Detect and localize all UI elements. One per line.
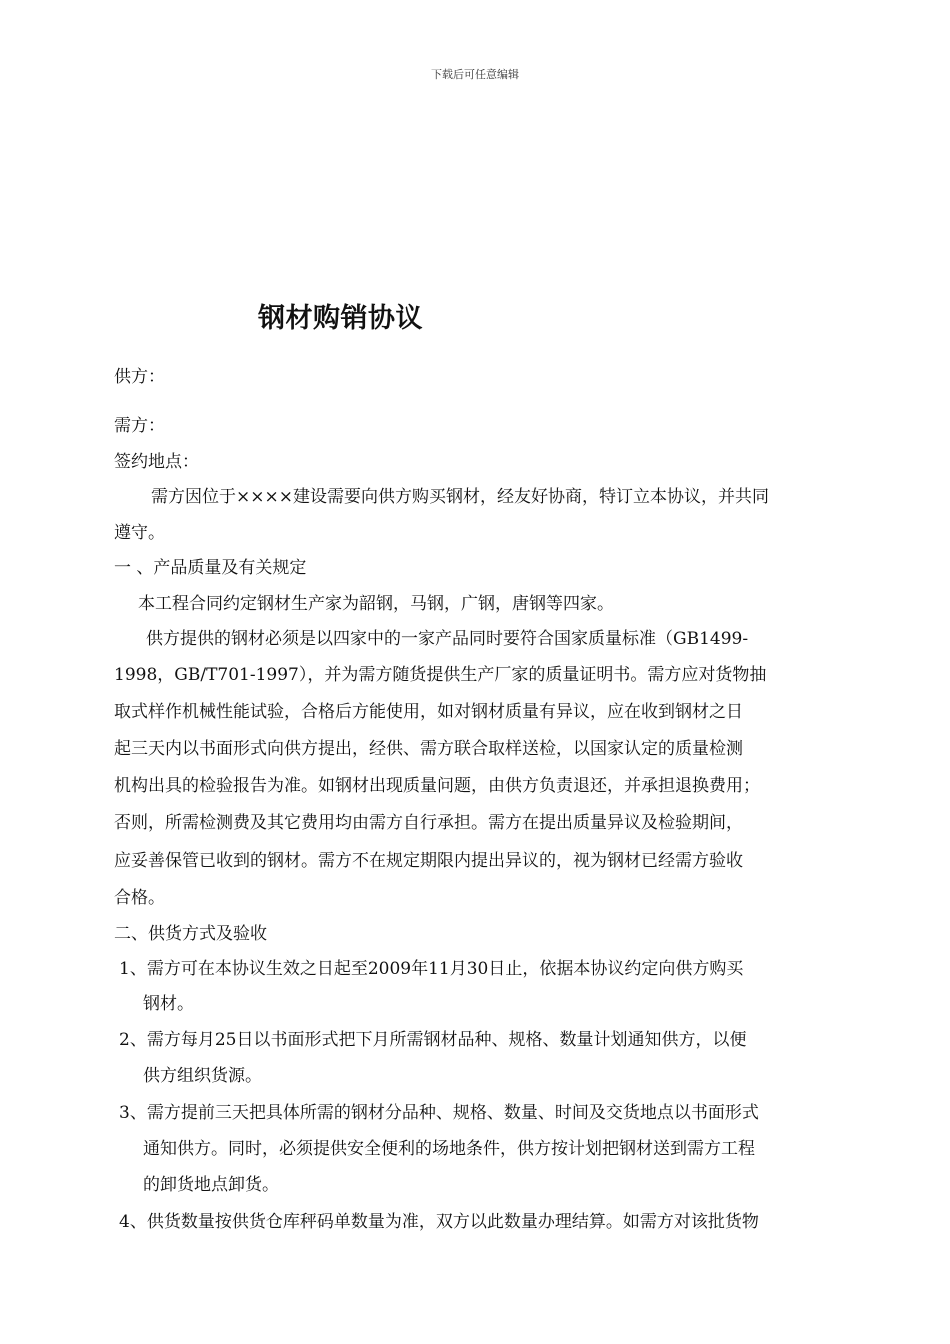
section2-heading: 二、供货方式及验收 [114,924,267,944]
section2-item: 4、供货数量按供货仓库秤码单数量为准，双方以此数量办理结算。如需方对该批货物 [119,1212,759,1232]
section1-paragraph-line: 应妥善保管已收到的钢材。需方不在规定期限内提出异议的，视为钢材已经需方验收 [114,851,743,871]
section2-item: 3、需方提前三天把具体所需的钢材分品种、规格、数量、时间及交货地点以书面形式 [119,1103,759,1123]
header-note: 下载后可任意编辑 [431,68,519,81]
section1-paragraph-line: 1998，GB/T701-1997），并为需方随货提供生产厂家的质量证明书。需方应对货物抽 [114,665,767,685]
document-title: 钢材购销协议 [258,303,423,334]
section2-item-continuation: 的卸货地点卸货。 [143,1175,279,1195]
section1-paragraph-line: 否则，所需检测费及其它费用均由需方自行承担。需方在提出质量异议及检验期间， [114,813,743,833]
intro-line: 需方因位于××××建设需要向供方购买钢材，经友好协商，特订立本协议，并共同 [151,487,769,507]
section2-item: 2、需方每月25日以书面形式把下月所需钢材品种、规格、数量计划通知供方，以便 [119,1030,747,1050]
section1-paragraph: 本工程合同约定钢材生产家为韶钢，马钢，广钢，唐钢等四家。 [138,594,614,614]
section2-item: 1、需方可在本协议生效之日起至2009年11月30日止，依据本协议约定向供方购买 [119,959,744,979]
intro-line: 遵守。 [114,523,165,543]
section1-heading: 一 、产品质量及有关规定 [114,558,307,578]
section1-paragraph-line: 供方提供的钢材必须是以四家中的一家产品同时要符合国家质量标准（GB1499- [146,629,749,649]
supplier-label: 供方： [114,367,165,387]
section1-paragraph-line: 合格。 [114,888,165,908]
section1-paragraph-line: 取式样作机械性能试验，合格后方能使用，如对钢材质量有异议，应在收到钢材之日 [114,702,743,722]
section2-item-continuation: 通知供方。同时，必须提供安全便利的场地条件，供方按计划把钢材送到需方工程 [143,1139,755,1159]
signing-place-label: 签约地点： [114,452,199,472]
section2-item-continuation: 钢材。 [143,994,194,1014]
section2-item-continuation: 供方组织货源。 [143,1066,262,1086]
section1-paragraph-line: 起三天内以书面形式向供方提出，经供、需方联合取样送检，以国家认定的质量检测 [114,739,743,759]
buyer-label: 需方： [114,416,165,436]
section1-paragraph-line: 机构出具的检验报告为准。如钢材出现质量问题，由供方负责退还，并承担退换费用； [114,776,760,796]
